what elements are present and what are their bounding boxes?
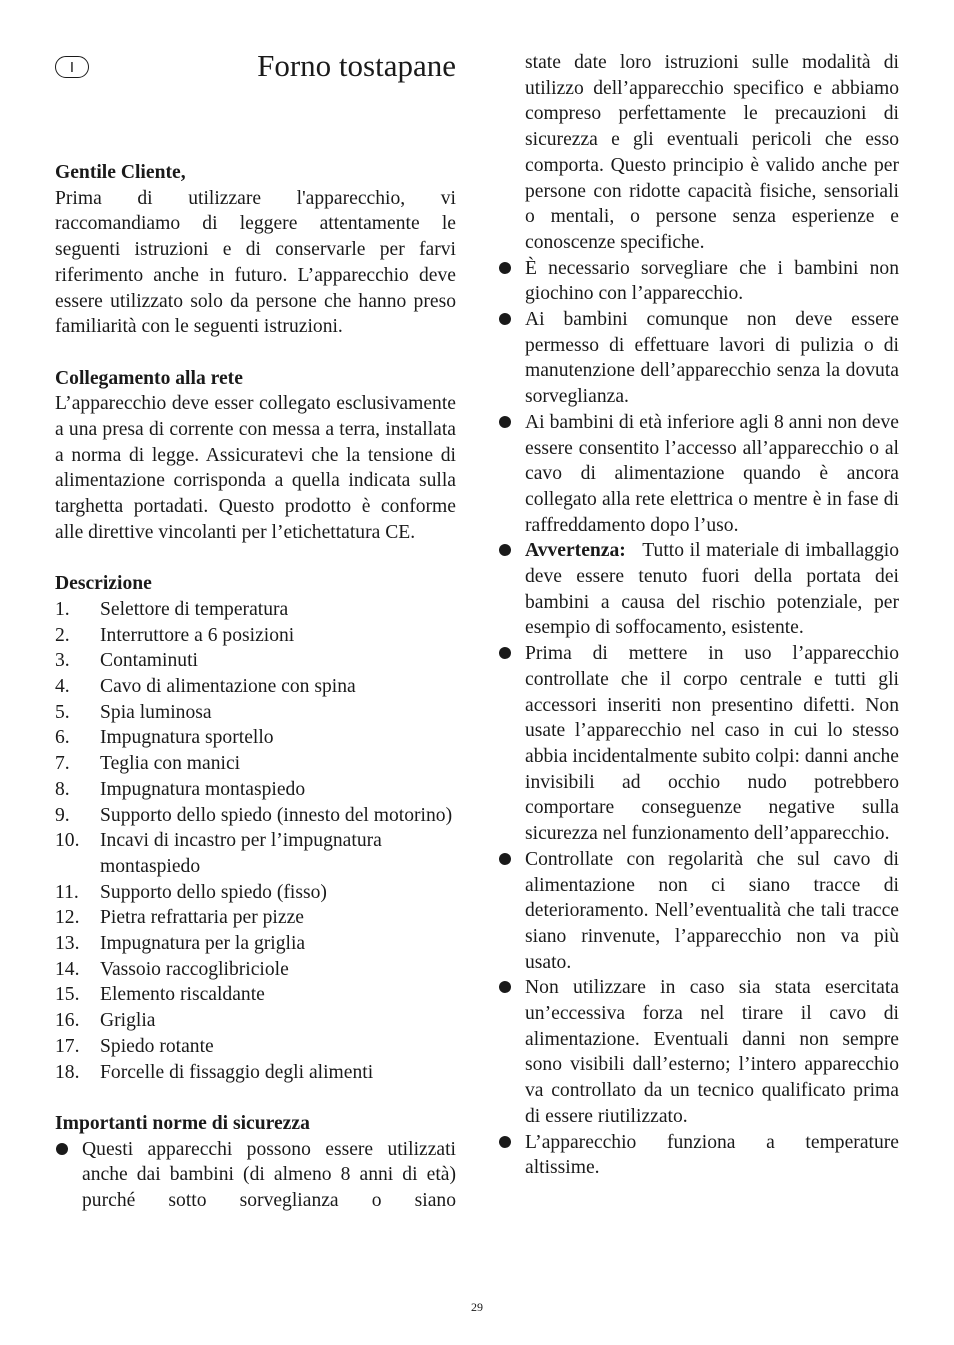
bullet-body: Controllate con regolarità che sul cavo di alimentazione non ci siano tracce di deterioramento. Nell’eventualità che tali tracce siano rinvenute, l’apparecchio non va più usato. xyxy=(525,848,899,973)
bullet-text xyxy=(525,975,899,1129)
page-title: Forno tostapane xyxy=(257,48,456,83)
list-item xyxy=(55,1034,456,1060)
list-item-number: 13. xyxy=(55,933,80,955)
bullet-text: Questi apparecchi possono essere utilizzati anche dai bambini (di almeno 8 anni di età) purché sotto sorveglianza o siano xyxy=(82,1138,456,1212)
list-item xyxy=(498,410,899,539)
list-item xyxy=(55,700,456,726)
list-item-number: 12. xyxy=(55,907,80,929)
list-item xyxy=(55,982,456,1008)
list-item-label: Contaminuti xyxy=(100,650,198,672)
list-item-label: Impugnatura sportello xyxy=(100,727,274,749)
bullet-icon xyxy=(498,410,525,539)
list-item xyxy=(55,828,456,879)
list-item-label: Spia luminosa xyxy=(100,701,212,723)
list-item xyxy=(55,623,456,649)
list-item-number: 3. xyxy=(55,650,70,672)
list-item-number: 5. xyxy=(55,701,70,723)
list-item-label: Pietra refrattaria per pizze xyxy=(100,907,304,929)
description-list xyxy=(55,597,456,1085)
safety-bullet-list xyxy=(498,256,899,1181)
connection-text: L’apparecchio deve esser collegato esclusivamente a una presa di corrente con messa a terra, installata a norma di legge. Assicuratevi che la tensione di alimentazione corrisponda a quella indicata sulla targhetta portadati. Questo prodotto è conforme alle direttive vincolanti per l’etichettatura CE. xyxy=(55,393,456,543)
safety-section xyxy=(55,1111,456,1214)
bullet-icon xyxy=(498,256,525,307)
list-item-label: Impugnatura per la griglia xyxy=(100,933,306,955)
list-item xyxy=(55,957,456,983)
list-item xyxy=(498,847,899,976)
bullet-icon xyxy=(498,538,525,641)
list-item-label: Forcelle di fissaggio degli alimenti xyxy=(100,1061,374,1083)
bullet-icon xyxy=(498,847,525,976)
list-item-number: 14. xyxy=(55,958,80,980)
list-item-label: Selettore di temperatura xyxy=(100,598,289,620)
list-item xyxy=(55,777,456,803)
list-item xyxy=(498,538,899,641)
list-item-number: 8. xyxy=(55,778,70,800)
list-item-number: 18. xyxy=(55,1061,80,1083)
bullet-body: Non utilizzare in caso sia stata esercitata un’eccessiva forza nel tirare il cavo di alimentazione. Eventuali danni non sempre sono visibili dall’esterno; l’intero apparecchio va controllato da un tecnico qualificato prima di essere riutilizzato. xyxy=(525,977,899,1127)
list-item xyxy=(55,1137,456,1214)
list-item-number: 16. xyxy=(55,1010,80,1032)
safety-first-bullet-list xyxy=(55,1137,456,1214)
bullet-body: Ai bambini comunque non deve essere permesso di effettuare lavori di pulizia o di manutenzione dell’apparecchio senza la dovuta sorveglianza. xyxy=(525,309,899,408)
left-column xyxy=(55,160,456,1214)
list-item-label: Impugnatura montaspiedo xyxy=(100,778,306,800)
page-number: 29 xyxy=(471,1300,483,1314)
list-item-label: Teglia con manici xyxy=(100,753,241,775)
bullet-body: Tutto il materiale di imballaggio deve essere tenuto fuori della portata dei bambini a causa del rischio potenziale, per esempio di soffocamento, esistente. xyxy=(525,540,900,639)
list-item-label: Spiedo rotante xyxy=(100,1035,214,1057)
list-item xyxy=(498,975,899,1129)
bullet-text xyxy=(525,847,899,976)
bullet-text xyxy=(525,307,899,410)
bullet-text xyxy=(525,641,899,847)
bullet-icon xyxy=(55,1137,82,1214)
list-item-number: 17. xyxy=(55,1035,80,1057)
list-item xyxy=(55,751,456,777)
list-item xyxy=(498,256,899,307)
bullet-text xyxy=(525,1130,899,1181)
list-item-label: Incavi di incastro per l’impugnatura montaspiedo xyxy=(100,830,382,877)
list-item-number: 9. xyxy=(55,804,70,826)
bullet-bold-label: Avvertenza: xyxy=(525,540,626,562)
bullet-body: L’apparecchio funziona a temperature altissime. xyxy=(525,1131,899,1179)
connection-section xyxy=(55,366,456,546)
list-item xyxy=(498,1130,899,1181)
bullet-icon xyxy=(498,307,525,410)
bullet-icon xyxy=(498,641,525,847)
safety-heading: Importanti norme di sicurezza xyxy=(55,1112,310,1134)
list-item-number: 11. xyxy=(55,881,79,903)
list-item-label: Cavo di alimentazione con spina xyxy=(100,676,356,698)
list-item-number: 6. xyxy=(55,727,70,749)
bullet-body: Prima di mettere in uso l’apparecchio controllate che il corpo centrale e tutti gli accessori inseriti non presentino difetti. Non usate l’apparecchio nel caso in cui lo stesso abbia incidentalmente subito colpi: danni anche invisibili ad occhio nudo potrebbero comportare conseguenze negative sulla sicurezza nel funzionamento dell’apparecchio. xyxy=(525,643,899,845)
intro-heading: Gentile Cliente, xyxy=(55,162,186,183)
list-item xyxy=(55,1008,456,1034)
list-item xyxy=(55,648,456,674)
list-item xyxy=(498,307,899,410)
list-item-number: 1. xyxy=(55,598,70,620)
bullet-body: È necessario sorvegliare che i bambini non giochino con l’apparecchio. xyxy=(525,257,899,305)
list-item-number: 15. xyxy=(55,984,80,1006)
list-item-number: 4. xyxy=(55,676,70,698)
list-item-label: Supporto dello spiedo (innesto del motorino) xyxy=(100,804,453,826)
list-item-label: Interruttore a 6 posizioni xyxy=(100,624,295,646)
list-item xyxy=(55,803,456,829)
language-badge: I xyxy=(55,56,89,78)
bullet-text xyxy=(525,256,899,307)
list-item-label: Vassoio raccoglibriciole xyxy=(100,958,289,980)
list-item xyxy=(55,931,456,957)
list-item xyxy=(55,880,456,906)
description-heading: Descrizione xyxy=(55,573,152,595)
connection-heading: Collegamento alla rete xyxy=(55,367,243,389)
list-item xyxy=(55,905,456,931)
bullet-continued-text: state date loro istruzioni sulle modalità di utilizzo dell’apparecchio specifico e abbiamo compreso perfettamente le precauzioni di sicurezza e gli eventuali pericoli che esso comporta. Questo principio è valido anche per persone con ridotte capacità fisiche, sensoriali o mentali, o persone senza esperienze e conoscenze specifiche. xyxy=(525,52,899,253)
bullet-icon xyxy=(498,975,525,1129)
bullet-text xyxy=(525,410,899,539)
list-item-label: Supporto dello spiedo (fisso) xyxy=(100,881,327,903)
list-item xyxy=(55,1060,456,1086)
list-item xyxy=(55,674,456,700)
right-column xyxy=(498,50,899,1181)
list-item-label: Elemento riscaldante xyxy=(100,984,265,1006)
intro-section xyxy=(55,160,456,340)
intro-text: Prima di utilizzare l'apparecchio, vi raccomandiamo di leggere attentamente le seguenti istruzioni e di conservarle per farvi riferimento anche in futuro. L’apparecchio deve essere utilizzato solo da persone che hanno preso familiarità con le seguenti istruzioni. xyxy=(55,187,456,338)
list-item-number: 7. xyxy=(55,753,70,775)
bullet-body: Ai bambini di età inferiore agli 8 anni non deve essere consentito l’accesso all’apparecchio o al cavo di alimentazione quando è ancora collegato alla rete elettrica o mentre è in fase di raffreddamento dopo l’uso. xyxy=(525,411,899,536)
bullet-text xyxy=(525,538,899,641)
description-section xyxy=(55,571,456,1085)
list-item-number: 2. xyxy=(55,624,70,646)
list-item-number: 10. xyxy=(55,830,80,852)
list-item-label: Griglia xyxy=(100,1010,156,1032)
list-item xyxy=(498,641,899,847)
list-item xyxy=(55,597,456,623)
list-item xyxy=(55,725,456,751)
bullet-icon xyxy=(498,1130,525,1181)
